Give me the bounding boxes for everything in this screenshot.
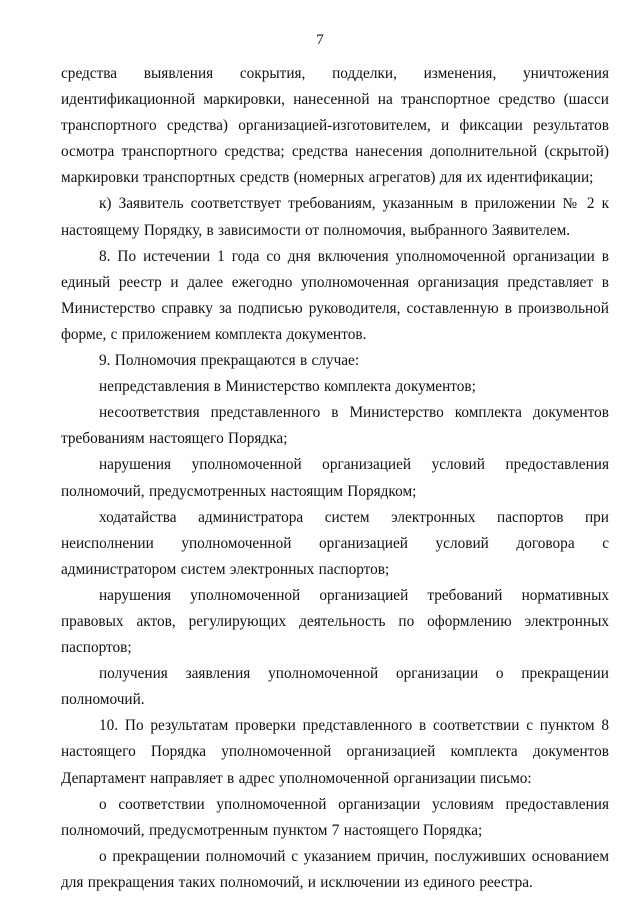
paragraph-9-case-5: нарушения уполномоченной организацией требований нормативных правовых актов, регулирующих деятельность по оформлению электронных паспортов; [61,586,609,657]
paragraph-10-letter-1: о соответствии уполномоченной организации условиям предоставления полномочий, предусмотренным пунктом 7 настоящего Порядка; [61,795,609,839]
document-body [61,61,609,896]
page-number: 7 [316,32,324,48]
paragraph-9-case-3: нарушения уполномоченной организацией условий предоставления полномочий, предусмотренных настоящим Порядком; [61,456,609,500]
paragraph-9-case-1: непредставления в Министерство комплекта документов; [99,378,476,396]
paragraph-9: 9. Полномочия прекращаются в случае: [99,352,360,370]
paragraph-9-case-6: получения заявления уполномоченной организации о прекращении полномочий. [61,665,609,709]
paragraph-8: 8. По истечении 1 года со дня включения уполномоченной организации в единый реестр и далее ежегодно уполномоченная организация представляет в Министерство справку за подписью руководителя, составленную в произвольной форме, с приложением комплекта документов. [61,247,609,343]
paragraph-10-letter-2: о прекращении полномочий с указанием причин, послуживших основанием для прекращения таких полномочий, и исключении из единого реестра. [61,847,609,891]
paragraph-9-case-4: ходатайства администратора систем электронных паспортов при неисполнении уполномоченной организацией условий договора с администратором систем электронных паспортов; [61,508,609,578]
paragraph-10: 10. По результатам проверки представленного в соответствии с пунктом 8 настоящего Порядка уполномоченной организацией комплекта документов Департамент направляет в адрес уполномоченной организации письмо: [61,717,609,787]
paragraph-9-case-2: несоответствия представленного в Министерство комплекта документов требованиям настоящего Порядка; [61,404,609,448]
paragraph-continuation: средства выявления сокрытия, подделки, изменения, уничтожения идентификационной маркировки, нанесенной на транспортное средство (шасси транспортного средства) организацией-изготовителем, и фиксации результатов осмотра транспортного средства; средства нанесения дополнительной (скрытой) маркировки транспортных средств (номерных агрегатов) для их идентификации; [61,65,609,187]
paragraph-item-k: к) Заявитель соответствует требованиям, указанным в приложении № 2 к настоящему Порядку, в зависимости от полномочия, выбранного Заявителем. [61,195,609,239]
